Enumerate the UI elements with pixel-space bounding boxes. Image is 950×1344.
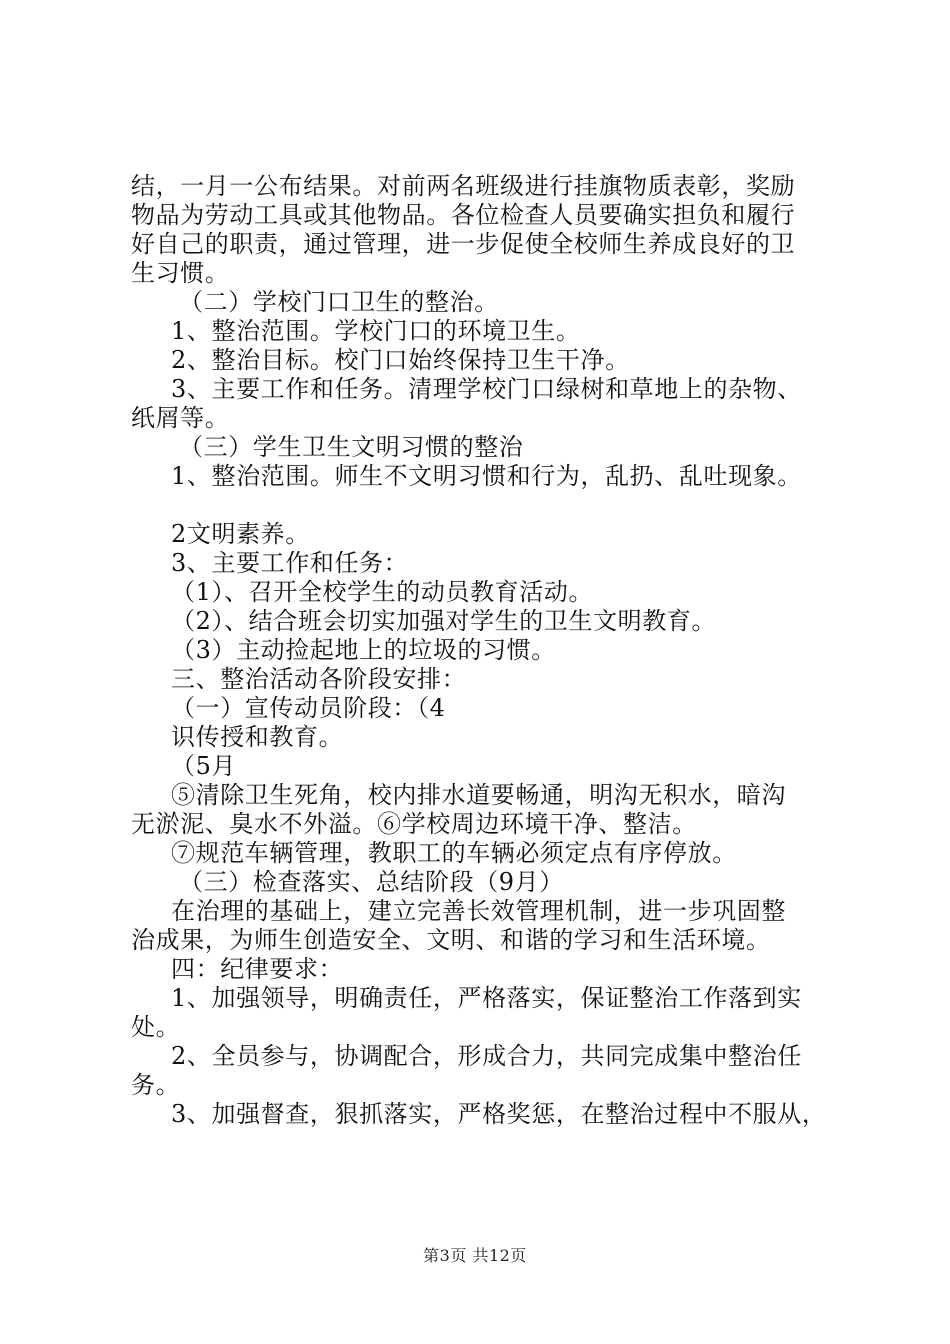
text-line: （2）、结合班会切实加强对学生的卫生文明教育。 <box>171 607 717 635</box>
text-line: ⑤清除卫生死角，校内排水道要畅通，明沟无积水，暗沟 <box>171 781 786 809</box>
text-line: 识传授和教育。 <box>171 723 344 751</box>
text-line: 生习惯。 <box>131 259 230 287</box>
text-line: 务。 <box>131 1071 181 1099</box>
text-line: ⑦规范车辆管理，教职工的车辆必须定点有序停放。 <box>171 839 737 867</box>
text-line: 3、主要工作和任务。清理学校门口绿树和草地上的杂物、 <box>171 375 802 403</box>
text-line: 物品为劳动工具或其他物品。各位检查人员要确实担负和履行 <box>131 201 796 229</box>
text-line: 2、全员参与，协调配合，形成合力，共同完成集中整治任 <box>171 1042 802 1070</box>
blank-line <box>131 491 836 520</box>
text-line: （一）宣传动员阶段：（4 <box>171 694 446 722</box>
text-line: 在治理的基础上，建立完善长效管理机制，进一步巩固整 <box>171 897 786 925</box>
section-heading: 四：纪律要求： <box>171 955 344 983</box>
text-line: 2文明素养。 <box>171 520 310 548</box>
text-line: 3、主要工作和任务： <box>171 549 409 577</box>
text-line: 1、整治范围。学校门口的环境卫生。 <box>171 317 581 345</box>
text-line: 结，一月一公布结果。对前两名班级进行挂旗物质表彰，奖励 <box>131 172 796 200</box>
section-heading: 三、整治活动各阶段安排： <box>171 665 467 693</box>
section-heading: （二）学校门口卫生的整治。 <box>179 288 499 316</box>
text-line: 治成果，为师生创造安全、文明、和谐的学习和生活环境。 <box>131 926 771 954</box>
text-line: （5月 <box>171 752 237 780</box>
text-line: （3）主动捡起地上的垃圾的习惯。 <box>171 636 556 664</box>
section-heading: （三）检查落实、总结阶段（9月） <box>179 868 564 896</box>
text-line: 处。 <box>131 1013 181 1041</box>
text-line: 2、整治目标。校门口始终保持卫生干净。 <box>171 346 630 374</box>
text-line: （1）、召开全校学生的动员教育活动。 <box>171 578 594 606</box>
text-line: 好自己的职责，通过管理，进一步促使全校师生养成良好的卫 <box>131 230 796 258</box>
body-text <box>131 172 836 1129</box>
text-line: 1、整治范围。师生不文明习惯和行为，乱扔、乱吐现象。 <box>171 462 802 490</box>
page-number-footer: 第3页 共12页 <box>423 1246 527 1265</box>
section-heading: （三）学生卫生文明习惯的整治 <box>179 433 524 461</box>
text-line: 纸屑等。 <box>131 404 230 432</box>
text-line: 1、加强领导，明确责任，严格落实，保证整治工作落到实 <box>171 984 802 1012</box>
text-line: 无淤泥、臭水不外溢。⑥学校周边环境干净、整洁。 <box>131 810 697 838</box>
text-line: 3、加强督查，狠抓落实，严格奖惩，在整治过程中不服从， <box>171 1100 827 1128</box>
